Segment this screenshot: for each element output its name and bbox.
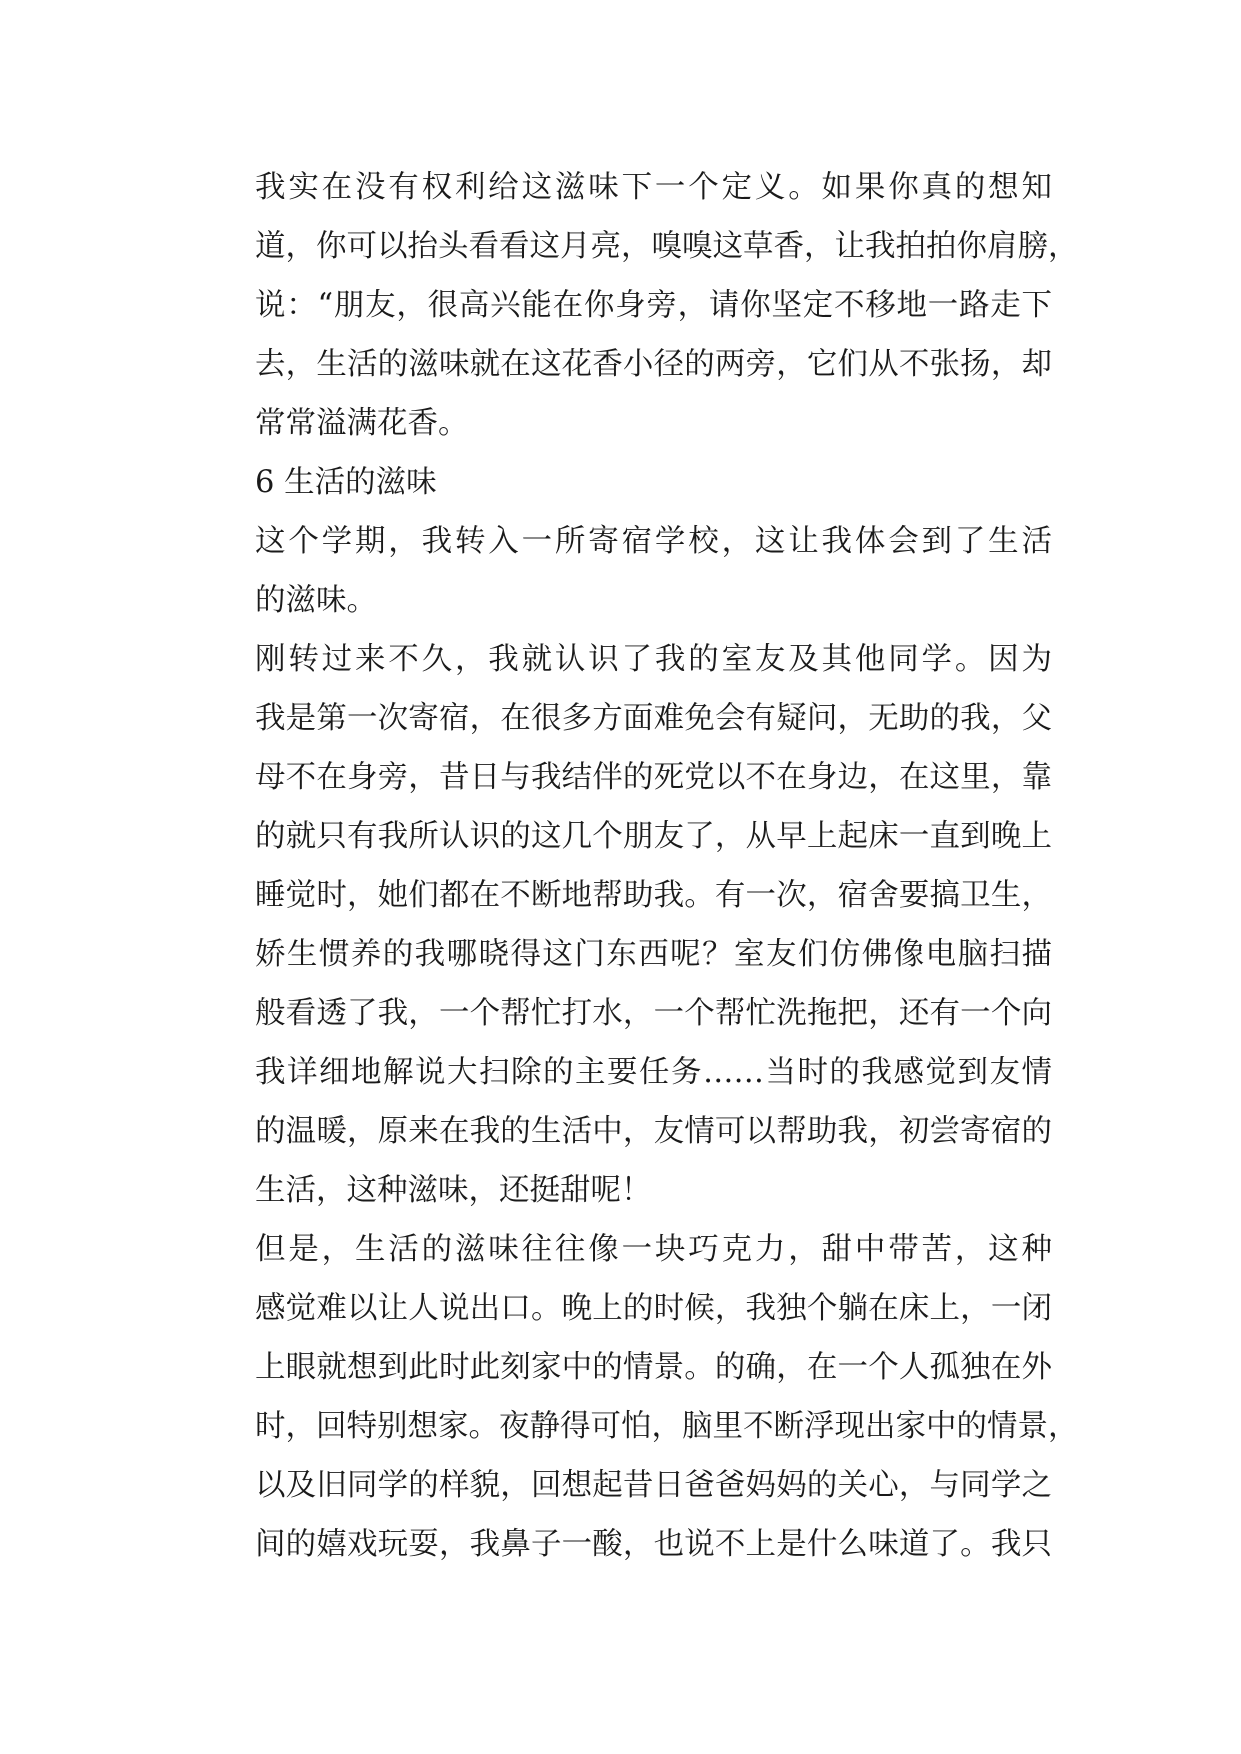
text-line: 我是第一次寄宿，在很多方面难免会有疑问，无助的我，父 [255, 701, 1052, 736]
text-line: 我详细地解说大扫除的主要任务……当时的我感觉到友情 [255, 1055, 1052, 1090]
paragraph-4 [194, 1220, 1079, 1574]
text-line: 上眼就想到此时此刻家中的情景。的确，在一个人孤独在外 [255, 1350, 1052, 1385]
text-line: 娇生惯养的我哪晓得这门东西呢？室友们仿佛像电脑扫描 [255, 937, 1052, 972]
text-line: 间的嬉戏玩耍，我鼻子一酸，也说不上是什么味道了。我只 [255, 1527, 1052, 1562]
text-line: 以及旧同学的样貌，回想起昔日爸爸妈妈的关心，与同学之 [255, 1468, 1052, 1503]
text-line: 的温暖，原来在我的生活中，友情可以帮助我，初尝寄宿的 [255, 1114, 1052, 1149]
paragraph-1 [194, 158, 1079, 453]
paragraph-2 [194, 512, 1052, 630]
text-line: 母不在身旁，昔日与我结伴的死党以不在身边，在这里，靠 [255, 760, 1052, 795]
text-line: 说：“朋友，很高兴能在你身旁，请你坚定不移地一路走下 [255, 288, 1052, 323]
text-line: 感觉难以让人说出口。晚上的时候，我独个躺在床上，一闭 [255, 1291, 1052, 1326]
text-line: 的就只有我所认识的这几个朋友了，从早上起床一直到晚上 [255, 819, 1052, 854]
text-line: 睡觉时，她们都在不断地帮助我。有一次，宿舍要搞卫生， [255, 878, 1052, 913]
section-heading [194, 453, 1052, 512]
text-line: 的滋味。 [255, 583, 377, 618]
text-line: 道，你可以抬头看看这月亮，嗅嗅这草香，让我拍拍你肩膀， [255, 229, 1079, 264]
text-line: 这个学期，我转入一所寄宿学校，这让我体会到了生活 [255, 524, 1052, 559]
document-page [194, 158, 1079, 1574]
text-line: 但是，生活的滋味往往像一块巧克力，甜中带苦，这种 [255, 1232, 1052, 1267]
text-line: 刚转过来不久，我就认识了我的室友及其他同学。因为 [255, 642, 1052, 677]
paragraph-3 [194, 630, 1052, 1220]
text-line: 时，回特别想家。夜静得可怕，脑里不断浮现出家中的情景， [255, 1409, 1079, 1444]
heading-text: 6 生活的滋味 [255, 465, 437, 500]
text-line: 常常溢满花香。 [255, 406, 469, 441]
text-line: 去，生活的滋味就在这花香小径的两旁，它们从不张扬，却 [255, 347, 1052, 382]
text-line: 生活，这种滋味，还挺甜呢！ [255, 1173, 652, 1208]
text-line: 我实在没有权利给这滋味下一个定义。如果你真的想知 [255, 170, 1052, 205]
text-line: 般看透了我，一个帮忙打水，一个帮忙洗拖把，还有一个向 [255, 996, 1052, 1031]
